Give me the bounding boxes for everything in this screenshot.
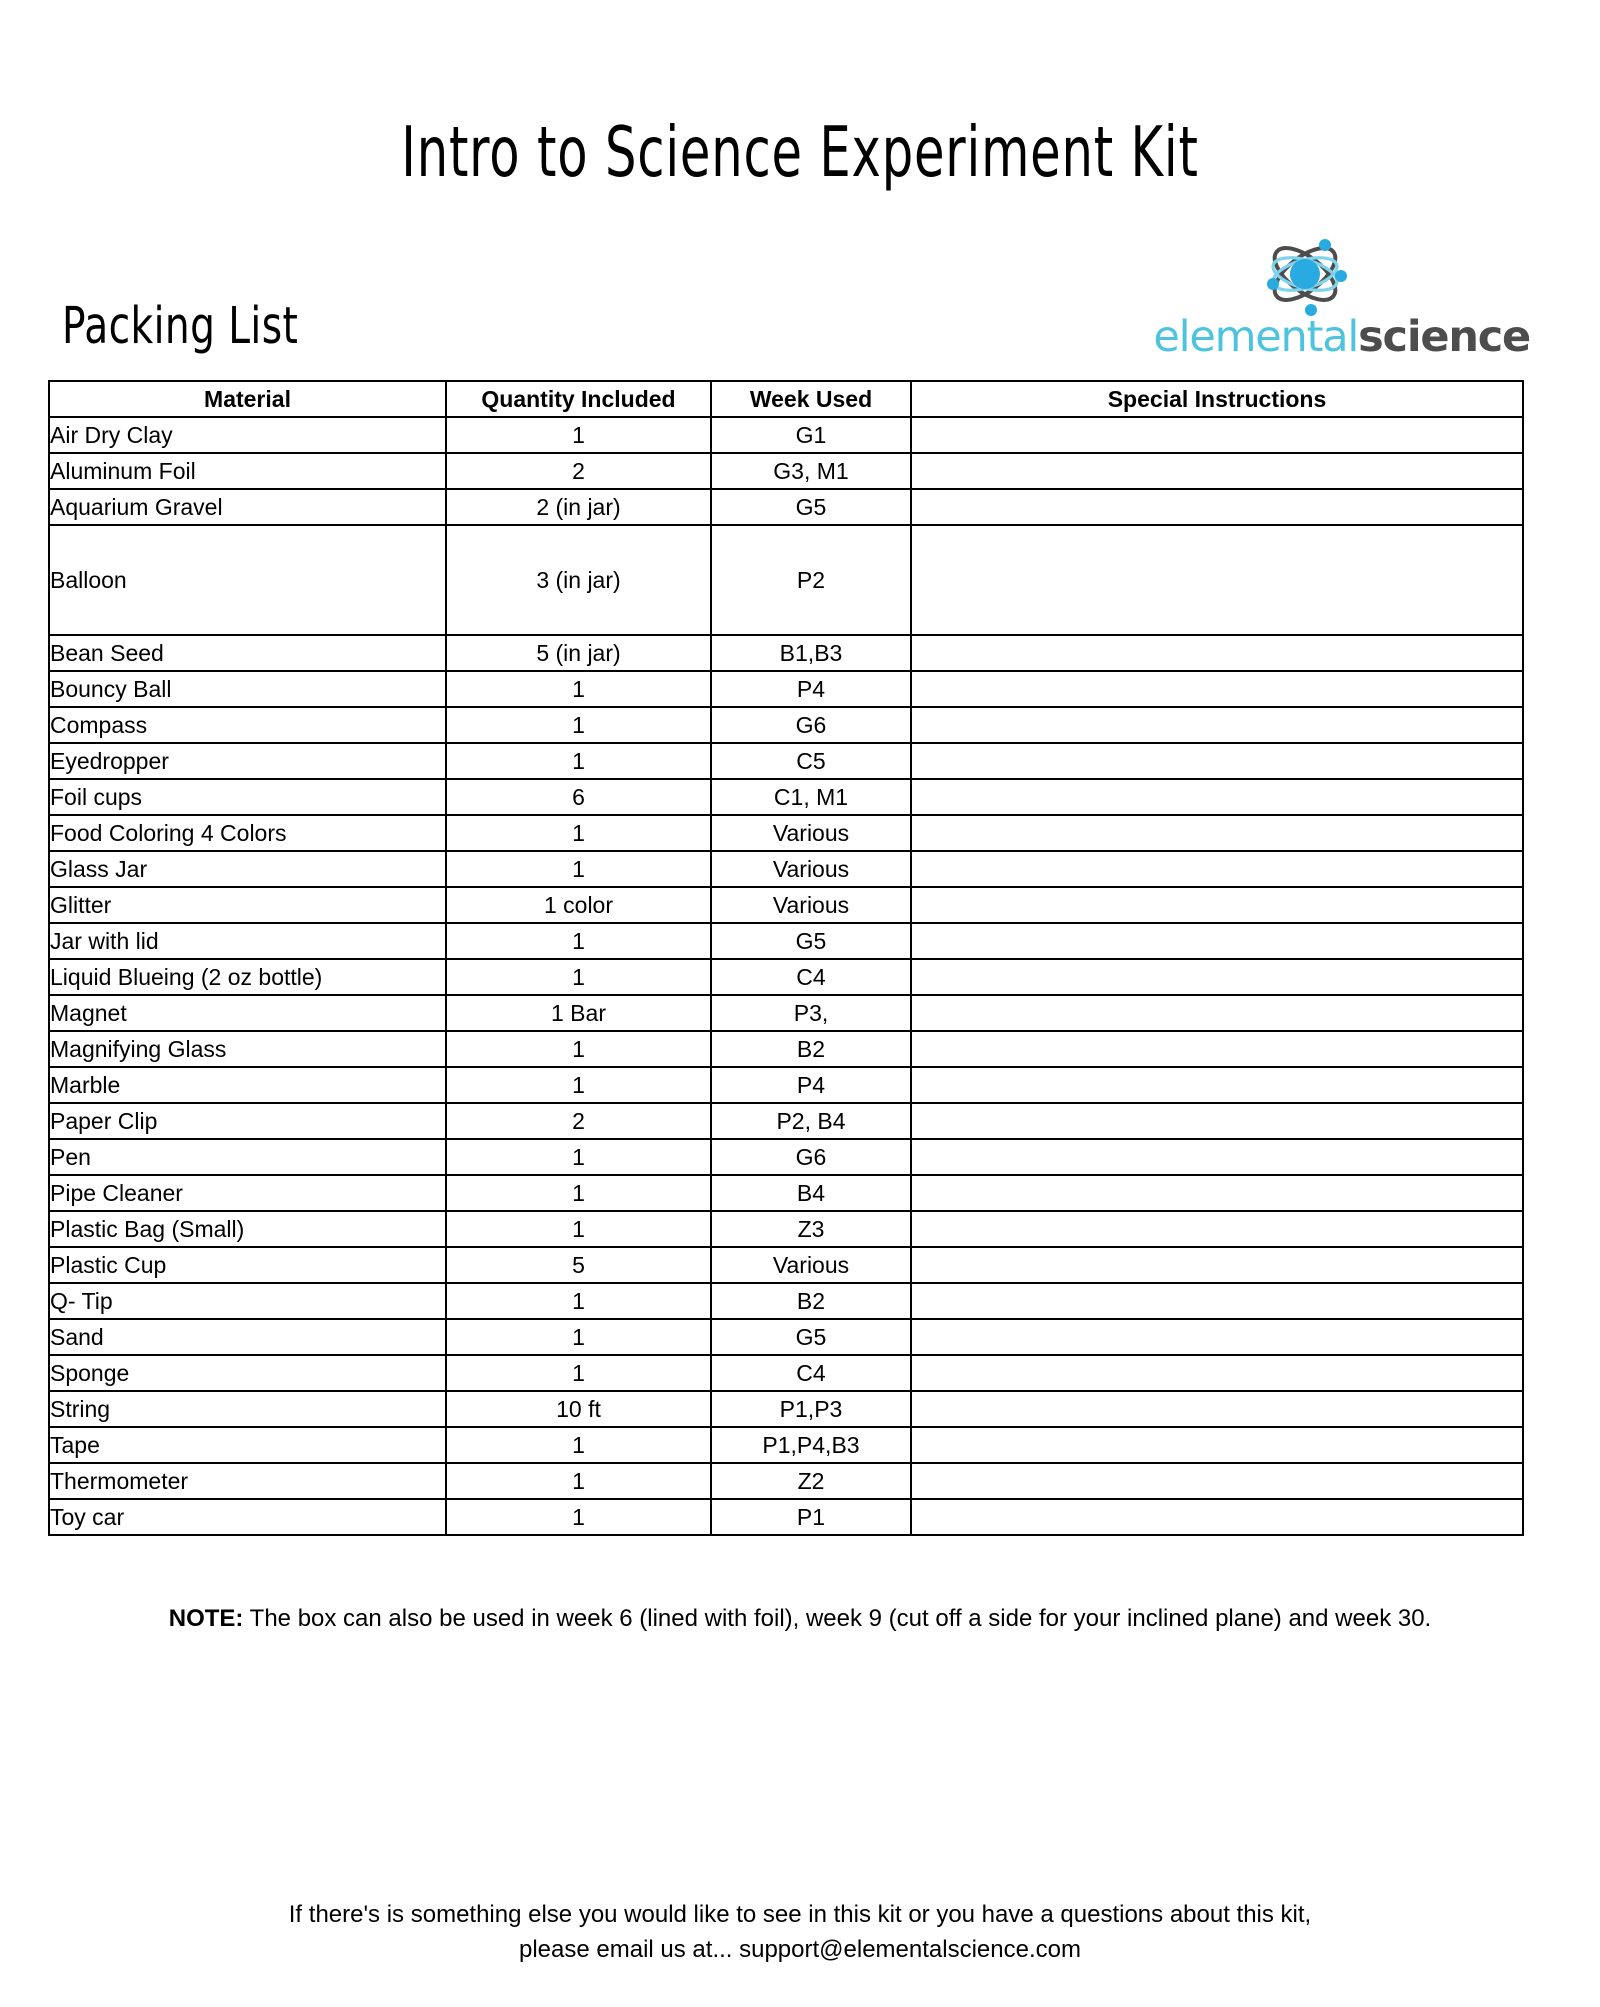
week-cell: Z2 [711,1463,911,1499]
week-cell: Various [711,1247,911,1283]
material-cell: String [49,1391,446,1427]
special-instructions-cell [911,417,1523,453]
week-cell: G5 [711,489,911,525]
special-instructions-cell [911,923,1523,959]
table-row [49,1427,1523,1463]
column-header-quantity: Quantity Included [446,381,711,417]
table-row [49,707,1523,743]
week-cell: G3, M1 [711,453,911,489]
week-cell: P4 [711,671,911,707]
material-cell: Aquarium Gravel [49,489,446,525]
special-instructions-cell [911,1355,1523,1391]
quantity-cell: 5 (in jar) [446,635,711,671]
material-cell: Aluminum Foil [49,453,446,489]
section-heading-packing-list: Packing List [62,295,299,355]
week-cell: B2 [711,1283,911,1319]
atom-icon [1255,228,1355,320]
special-instructions-cell [911,671,1523,707]
special-instructions-cell [911,1067,1523,1103]
week-cell: P3, [711,995,911,1031]
material-cell: Thermometer [49,1463,446,1499]
week-cell: C4 [711,959,911,995]
week-cell: G6 [711,1139,911,1175]
table-row [49,1031,1523,1067]
special-instructions-cell [911,1175,1523,1211]
special-instructions-cell [911,1211,1523,1247]
special-instructions-cell [911,1283,1523,1319]
week-cell: P1,P3 [711,1391,911,1427]
material-cell: Plastic Bag (Small) [49,1211,446,1247]
special-instructions-cell [911,887,1523,923]
note-text: The box can also be used in week 6 (lined with foil), week 9 (cut off a side for your inclined plane) and week 30. [243,1605,1432,1632]
material-cell: Food Coloring 4 Colors [49,815,446,851]
quantity-cell: 1 color [446,887,711,923]
table-body [49,417,1523,1535]
quantity-cell: 2 [446,453,711,489]
quantity-cell: 1 [446,815,711,851]
material-cell: Sand [49,1319,446,1355]
column-header-special-instructions: Special Instructions [911,381,1523,417]
week-cell: P2, B4 [711,1103,911,1139]
table-row [49,635,1523,671]
table-row [49,1139,1523,1175]
quantity-cell: 6 [446,779,711,815]
special-instructions-cell [911,1247,1523,1283]
material-cell: Tape [49,1427,446,1463]
special-instructions-cell [911,707,1523,743]
quantity-cell: 1 [446,1355,711,1391]
special-instructions-cell [911,1463,1523,1499]
quantity-cell: 3 (in jar) [446,525,711,635]
material-cell: Bouncy Ball [49,671,446,707]
logo-word-elemental: elemental [1153,312,1359,362]
material-cell: Toy car [49,1499,446,1535]
logo-wordmark [1140,312,1530,362]
week-cell: Various [711,887,911,923]
special-instructions-cell [911,489,1523,525]
footer-line-1: If there's is something else you would like to see in this kit or you have a questions about this kit, [288,1901,1312,1928]
table-row [49,417,1523,453]
material-cell: Foil cups [49,779,446,815]
table-header-row [49,381,1523,417]
week-cell: Various [711,815,911,851]
material-cell: Plastic Cup [49,1247,446,1283]
material-cell: Liquid Blueing (2 oz bottle) [49,959,446,995]
material-cell: Bean Seed [49,635,446,671]
week-cell: G6 [711,707,911,743]
special-instructions-cell [911,1139,1523,1175]
week-cell: G5 [711,1319,911,1355]
week-cell: Various [711,851,911,887]
table-row [49,1211,1523,1247]
table-row [49,1103,1523,1139]
week-cell: C1, M1 [711,779,911,815]
table-row [49,779,1523,815]
special-instructions-cell [911,1391,1523,1427]
footer-contact [0,1898,1600,1968]
column-header-week: Week Used [711,381,911,417]
special-instructions-cell [911,525,1523,635]
material-cell: Magnet [49,995,446,1031]
quantity-cell: 1 Bar [446,995,711,1031]
special-instructions-cell [911,851,1523,887]
material-cell: Balloon [49,525,446,635]
footer-line-2: please email us at... support@elementalscience.com [519,1935,1081,1963]
table-row [49,923,1523,959]
quantity-cell: 1 [446,1175,711,1211]
special-instructions-cell [911,635,1523,671]
material-cell: Paper Clip [49,1103,446,1139]
quantity-cell: 1 [446,1463,711,1499]
special-instructions-cell [911,453,1523,489]
material-cell: Q- Tip [49,1283,446,1319]
note-line [0,1605,1600,1634]
quantity-cell: 1 [446,743,711,779]
week-cell: B4 [711,1175,911,1211]
special-instructions-cell [911,743,1523,779]
table-row [49,671,1523,707]
table-row [49,815,1523,851]
quantity-cell: 1 [446,1067,711,1103]
material-cell: Glass Jar [49,851,446,887]
material-cell: Magnifying Glass [49,1031,446,1067]
week-cell: P1,P4,B3 [711,1427,911,1463]
note-label: NOTE: [168,1605,244,1632]
quantity-cell: 1 [446,1319,711,1355]
week-cell: P2 [711,525,911,635]
week-cell: P4 [711,1067,911,1103]
material-cell: Marble [49,1067,446,1103]
week-cell: B2 [711,1031,911,1067]
special-instructions-cell [911,1031,1523,1067]
special-instructions-cell [911,779,1523,815]
material-cell: Pipe Cleaner [49,1175,446,1211]
material-cell: Eyedropper [49,743,446,779]
quantity-cell: 1 [446,959,711,995]
special-instructions-cell [911,815,1523,851]
quantity-cell: 1 [446,417,711,453]
packing-list-table [48,380,1524,1536]
table-row [49,1067,1523,1103]
table-row [49,1391,1523,1427]
material-cell: Sponge [49,1355,446,1391]
special-instructions-cell [911,1103,1523,1139]
special-instructions-cell [911,1319,1523,1355]
brand-logo [1140,228,1530,363]
week-cell: P1 [711,1499,911,1535]
material-cell: Glitter [49,887,446,923]
table-row [49,851,1523,887]
quantity-cell: 1 [446,1031,711,1067]
quantity-cell: 1 [446,1211,711,1247]
material-cell: Compass [49,707,446,743]
special-instructions-cell [911,1499,1523,1535]
table-row [49,525,1523,635]
table-row [49,489,1523,525]
table-row [49,1355,1523,1391]
week-cell: G5 [711,923,911,959]
logo-word-science: science [1358,312,1530,362]
quantity-cell: 2 [446,1103,711,1139]
table-row [49,453,1523,489]
table-row [49,1463,1523,1499]
week-cell: G1 [711,417,911,453]
week-cell: B1,B3 [711,635,911,671]
page-title: Intro to Science Experiment Kit [401,111,1199,194]
material-cell: Pen [49,1139,446,1175]
table-row [49,1499,1523,1535]
week-cell: Z3 [711,1211,911,1247]
quantity-cell: 1 [446,707,711,743]
table-row [49,959,1523,995]
quantity-cell: 1 [446,1139,711,1175]
table-row [49,1247,1523,1283]
quantity-cell: 1 [446,1283,711,1319]
material-cell: Jar with lid [49,923,446,959]
quantity-cell: 1 [446,1499,711,1535]
quantity-cell: 10 ft [446,1391,711,1427]
quantity-cell: 5 [446,1247,711,1283]
material-cell: Air Dry Clay [49,417,446,453]
column-header-material: Material [49,381,446,417]
week-cell: C5 [711,743,911,779]
quantity-cell: 1 [446,671,711,707]
table-row [49,995,1523,1031]
special-instructions-cell [911,995,1523,1031]
table-row [49,1283,1523,1319]
special-instructions-cell [911,959,1523,995]
week-cell: C4 [711,1355,911,1391]
table-row [49,1319,1523,1355]
quantity-cell: 2 (in jar) [446,489,711,525]
table-row [49,743,1523,779]
table-row [49,887,1523,923]
quantity-cell: 1 [446,923,711,959]
table-row [49,1175,1523,1211]
quantity-cell: 1 [446,851,711,887]
special-instructions-cell [911,1427,1523,1463]
quantity-cell: 1 [446,1427,711,1463]
